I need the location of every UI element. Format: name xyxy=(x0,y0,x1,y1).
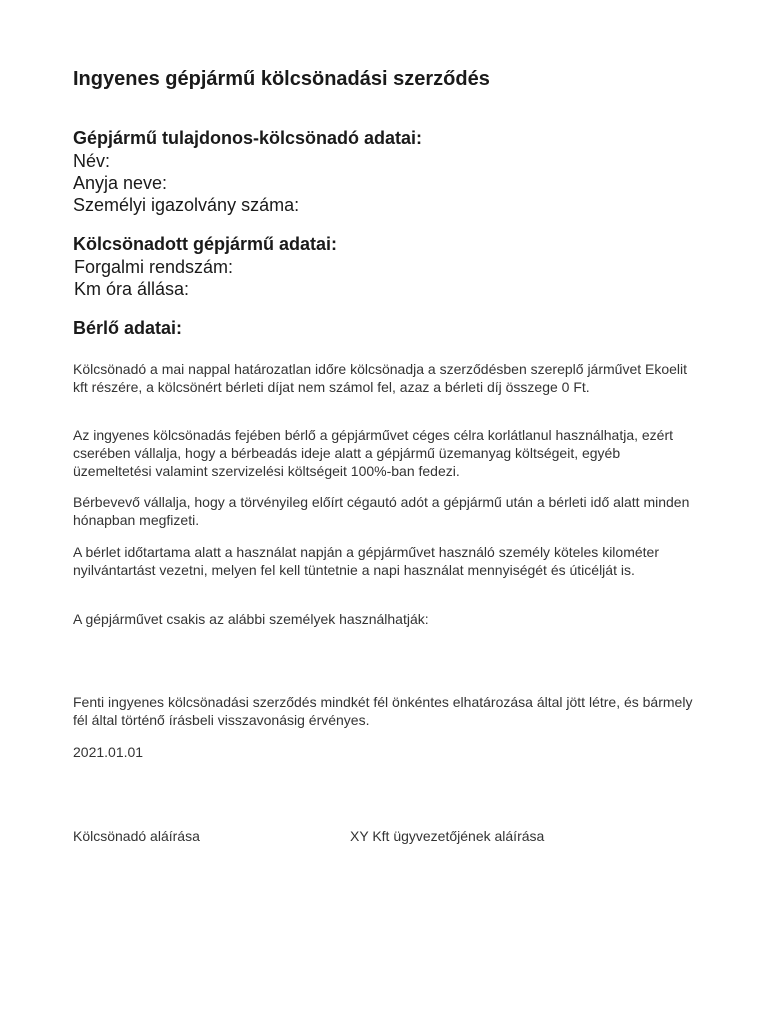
document-title: Ingyenes gépjármű kölcsönadási szerződés xyxy=(73,68,490,90)
vehicle-odometer-field: Km óra állása: xyxy=(74,279,190,299)
vehicle-section-heading: Kölcsönadott gépjármű adatai: xyxy=(73,234,338,254)
lender-signature-label: Kölcsönadó aláírása xyxy=(73,828,200,844)
paragraph-authorized-users: A gépjárművet csakis az alábbi személyek használhatják: xyxy=(73,611,429,627)
paragraph-mileage-log: A bérlet időtartama alatt a használat napján a gépjárművet használó személy köteles kilométer nyilvántartást vezetni, melyen fel kell tüntetnie a napi használat mennyiségét és úticélját is. xyxy=(73,544,659,578)
paragraph-company-car-tax: Bérbevevő vállalja, hogy a törvényileg előírt cégautó adót a gépjármű után a bérleti idő alatt minden hónapban megfizeti. xyxy=(73,494,690,528)
owner-id-number-field: Személyi igazolvány száma: xyxy=(73,195,300,215)
paragraph-loan-terms: Kölcsönadó a mai nappal határozatlan időre kölcsönadja a szerződésben szereplő járművet Ekoelit kft részére, a kölcsönért bérleti díjat nem számol fel, azaz a bérleti díj összege 0 Ft. xyxy=(73,361,688,395)
paragraph-usage-costs: Az ingyenes kölcsönadás fejében bérlő a gépjárművet céges célra korlátlanul használhatja, ezért cserében vállalja, hogy a bérbeadás ideje alatt a gépjármű üzemanyag költségeit, egyéb üzemeltetési valamint szervizelési költségeit 100%-ban fedezi. xyxy=(73,427,674,479)
owner-name-field: Név: xyxy=(73,151,111,171)
owner-mother-name-field: Anyja neve: xyxy=(73,173,168,193)
paragraph-validity: Fenti ingyenes kölcsönadási szerződés mindkét fél önkéntes elhatározása által jött létre, és bármely fél által történő írásbeli visszavonásig érvényes. xyxy=(73,694,693,728)
vehicle-section xyxy=(73,232,337,300)
renter-section-heading: Bérlő adatai: xyxy=(73,318,183,338)
renter-section xyxy=(73,316,182,340)
owner-section-heading: Gépjármű tulajdonos-kölcsönadó adatai: xyxy=(73,128,423,148)
owner-section xyxy=(73,126,422,216)
document-date: 2021.01.01 xyxy=(73,744,144,760)
vehicle-plate-field: Forgalmi rendszám: xyxy=(74,257,234,277)
company-signature-label: XY Kft ügyvezetőjének aláírása xyxy=(350,828,545,844)
